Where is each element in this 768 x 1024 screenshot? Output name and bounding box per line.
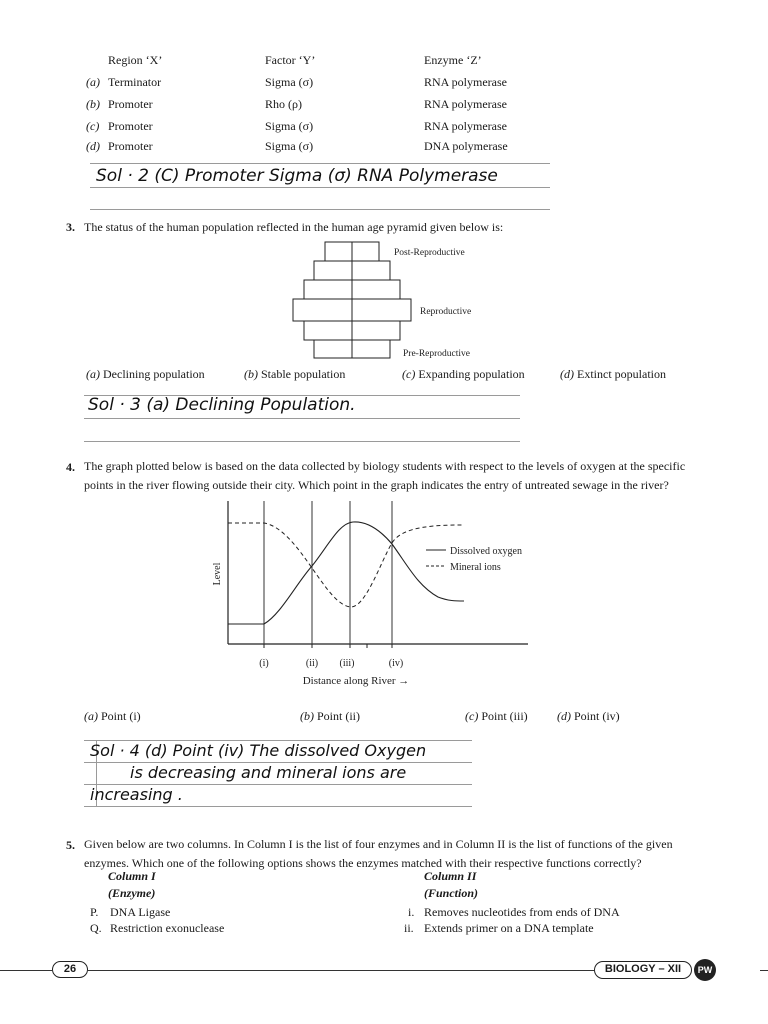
option-a[interactable] (86, 367, 205, 381)
question-line: points in the river flowing outside their city. Which point in the graph indicates the entry of untreated sewage in the river? (84, 478, 669, 492)
option-text: Point (ii) (317, 709, 361, 723)
col1-item: Restriction exonuclease (110, 921, 225, 935)
row-enzyme: RNA polymerase (424, 75, 507, 89)
pyramid-label-middle: Reproductive (420, 307, 472, 317)
row-letter: (d) (86, 139, 100, 153)
footer-rule-right (760, 970, 768, 971)
col1-letter: Q. (90, 921, 102, 935)
solution-4-line2: is decreasing and mineral ions are (130, 763, 407, 782)
row-letter: (b) (86, 97, 100, 111)
solution-2: Sol · 2 (C) Promoter Sigma (σ) RNA Polymerase (96, 166, 498, 186)
question-text: The status of the human population reflected in the human age pyramid given below is: (84, 220, 504, 234)
series-mineral-ions (228, 523, 464, 607)
age-pyramid (286, 238, 486, 364)
page-number: 26 (63, 963, 77, 975)
option-letter: (a) (86, 367, 100, 381)
row-enzyme: RNA polymerase (424, 97, 507, 111)
column-1-title: Column I (108, 869, 156, 883)
option-letter: (d) (557, 709, 571, 723)
footer-rule (88, 970, 594, 971)
x-tick-label: (i) (259, 658, 269, 669)
header-enzyme: Enzyme ‘Z’ (424, 53, 482, 67)
option-c[interactable] (465, 709, 528, 723)
question-number: 5. (66, 838, 75, 852)
row-factor: Sigma (σ) (265, 119, 314, 133)
footer-rule-left (0, 970, 52, 971)
option-letter: (b) (300, 709, 314, 723)
y-axis-label: Level (212, 562, 223, 586)
option-letter: (b) (244, 367, 258, 381)
option-b[interactable] (244, 367, 345, 381)
header-region: Region ‘X’ (108, 53, 163, 67)
row-factor: Rho (ρ) (265, 97, 302, 111)
subject-title: BIOLOGY – XII (604, 963, 682, 975)
row-letter: (a) (86, 75, 100, 89)
option-letter: (c) (402, 367, 416, 381)
option-letter: (c) (465, 709, 479, 723)
option-b[interactable] (300, 709, 360, 723)
row-factor: Sigma (σ) (265, 75, 314, 89)
legend-mineral-ions: Mineral ions (450, 562, 501, 573)
question-text (84, 835, 673, 873)
publisher-logo-text: PW (697, 965, 713, 975)
col2-item: Extends primer on a DNA template (424, 921, 594, 935)
row-region: Promoter (108, 97, 153, 111)
legend-dissolved-oxygen: Dissolved oxygen (450, 546, 522, 557)
row-region: Promoter (108, 119, 153, 133)
row-region: Terminator (108, 75, 162, 89)
option-text: Extinct population (577, 367, 666, 381)
column-1-subtitle: (Enzyme) (108, 886, 156, 900)
option-d[interactable] (557, 709, 620, 723)
option-text: Point (iii) (481, 709, 528, 723)
option-a[interactable] (84, 709, 141, 723)
option-text: Point (i) (101, 709, 141, 723)
row-region: Promoter (108, 139, 153, 153)
col1-letter: P. (90, 905, 99, 919)
solution-4-line1: Sol · 4 (d) Point (iv) The dissolved Oxygen (90, 741, 427, 760)
question-line: The graph plotted below is based on the data collected by biology students with respect to the levels of oxygen at the specific (84, 459, 686, 473)
oxygen-chart (206, 496, 546, 692)
option-d[interactable] (560, 367, 666, 381)
col2-letter: ii. (404, 921, 414, 935)
col2-letter: i. (408, 905, 415, 919)
question-line: enzymes. Which one of the following options shows the enzymes matched with their respective functions correctly? (84, 856, 642, 870)
x-axis-label: Distance along River → (302, 675, 410, 687)
publisher-logo-icon (694, 959, 716, 981)
row-factor: Sigma (σ) (265, 139, 314, 153)
x-tick-label: (iii) (339, 658, 355, 669)
col2-item: Removes nucleotides from ends of DNA (424, 905, 620, 919)
answer-line (84, 441, 520, 442)
answer-line (84, 418, 520, 419)
subject-badge (594, 961, 692, 979)
option-text: Declining population (103, 367, 205, 381)
option-letter: (d) (560, 367, 574, 381)
column-2-subtitle: (Function) (424, 886, 479, 900)
x-tick-label: (ii) (305, 658, 319, 669)
solution-4-line3: increasing . (90, 785, 183, 804)
question-number: 3. (66, 220, 75, 234)
option-text: Stable population (261, 367, 346, 381)
option-text: Expanding population (418, 367, 525, 381)
row-enzyme: DNA polymerase (424, 139, 508, 153)
row-enzyme: RNA polymerase (424, 119, 507, 133)
option-letter: (a) (84, 709, 98, 723)
option-c[interactable] (402, 367, 525, 381)
header-factor: Factor ‘Y’ (265, 53, 316, 67)
answer-line (90, 163, 550, 164)
question-number: 4. (66, 460, 75, 474)
series-dissolved-oxygen (228, 522, 464, 624)
pyramid-label-top: Post-Reproductive (394, 248, 465, 258)
page-number-badge (52, 961, 88, 978)
column-2-title: Column II (424, 869, 477, 883)
answer-line (84, 806, 472, 807)
question-line: Given below are two columns. In Column I is the list of four enzymes and in Column II is the list of functions of the given (84, 837, 673, 851)
question-text (84, 457, 685, 495)
answer-line (90, 187, 550, 188)
option-text: Point (iv) (574, 709, 620, 723)
row-letter: (c) (86, 119, 100, 133)
solution-3: Sol · 3 (a) Declining Population. (88, 395, 356, 415)
x-tick-label: (iv) (388, 658, 404, 669)
answer-line (90, 209, 550, 210)
pyramid-label-bottom: Pre-Reproductive (403, 349, 471, 359)
col1-item: DNA Ligase (110, 905, 171, 919)
